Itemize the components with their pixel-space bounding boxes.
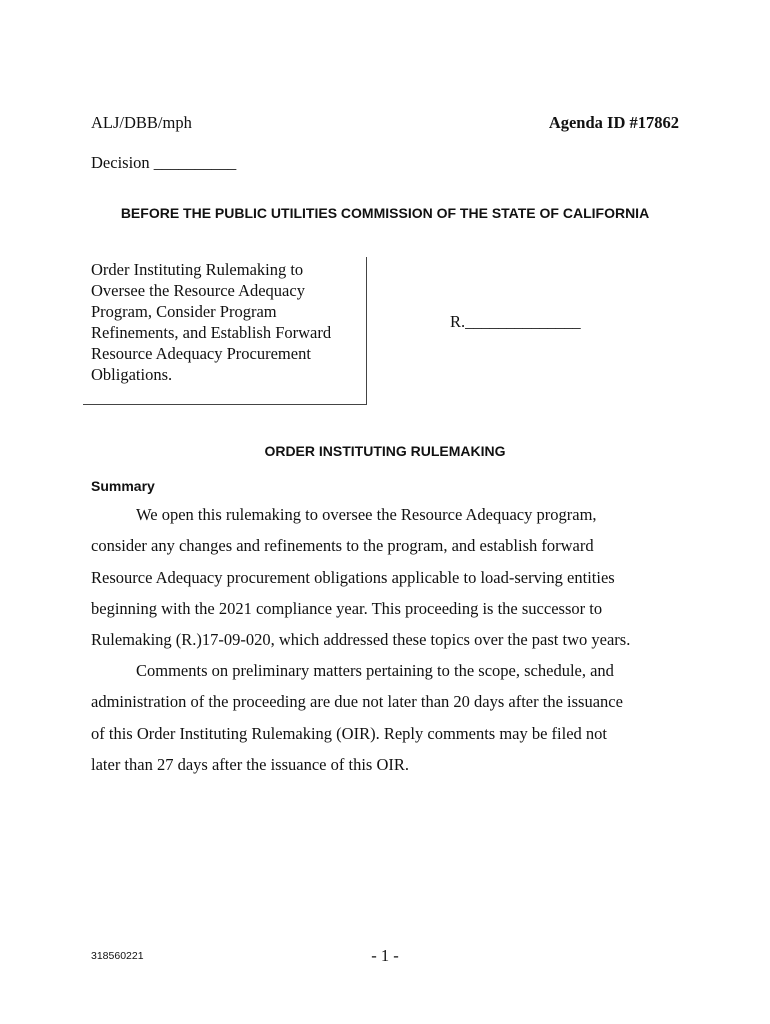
paragraph-line: Comments on preliminary matters pertaining to the scope, schedule, and (136, 661, 614, 680)
order-title: ORDER INSTITUTING RULEMAKING (264, 443, 506, 459)
paragraph-line: later than 27 days after the issuance of this OIR. (91, 754, 409, 774)
caption-line: Oversee the Resource Adequacy (91, 281, 305, 300)
decision-line: Decision __________ (91, 153, 237, 172)
paragraph-line: consider any changes and refinements to the program, and establish forward (91, 536, 594, 556)
caption-line: Program, Consider Program (91, 302, 277, 321)
agenda-id: Agenda ID #17862 (548, 113, 679, 132)
summary-paragraph-2 (91, 655, 691, 780)
docket-number: R.______________ (450, 312, 581, 331)
caption-line: Obligations. (91, 365, 173, 384)
paragraph-line: of this Order Instituting Rulemaking (OIR). Reply comments may be filed not (91, 723, 607, 743)
page-number: - 1 - (371, 946, 399, 965)
paragraph-line: Resource Adequacy procurement obligations applicable to load-serving entities (91, 567, 615, 587)
paragraph-line: administration of the proceeding are due not later than 20 days after the issuance (91, 692, 623, 712)
case-caption-text (91, 259, 331, 385)
caption-line: Resource Adequacy Procurement (91, 344, 311, 363)
commission-heading: BEFORE THE PUBLIC UTILITIES COMMISSION OF THE STATE OF CALIFORNIA (120, 205, 650, 221)
paragraph-line: We open this rulemaking to oversee the Resource Adequacy program, (136, 505, 597, 524)
summary-heading: Summary (91, 478, 155, 494)
summary-paragraph-1 (91, 499, 691, 655)
footer-document-id: 318560221 (91, 950, 144, 962)
case-caption-box (83, 257, 367, 405)
paragraph-line: beginning with the 2021 compliance year. This proceeding is the successor to (91, 598, 603, 618)
caption-line: Refinements, and Establish Forward (91, 323, 332, 342)
header-initials: ALJ/DBB/mph (91, 113, 192, 132)
paragraph-line: Rulemaking (R.)17-09-020, which addressed these topics over the past two years. (91, 630, 631, 650)
caption-line: Order Instituting Rulemaking to (91, 260, 304, 279)
